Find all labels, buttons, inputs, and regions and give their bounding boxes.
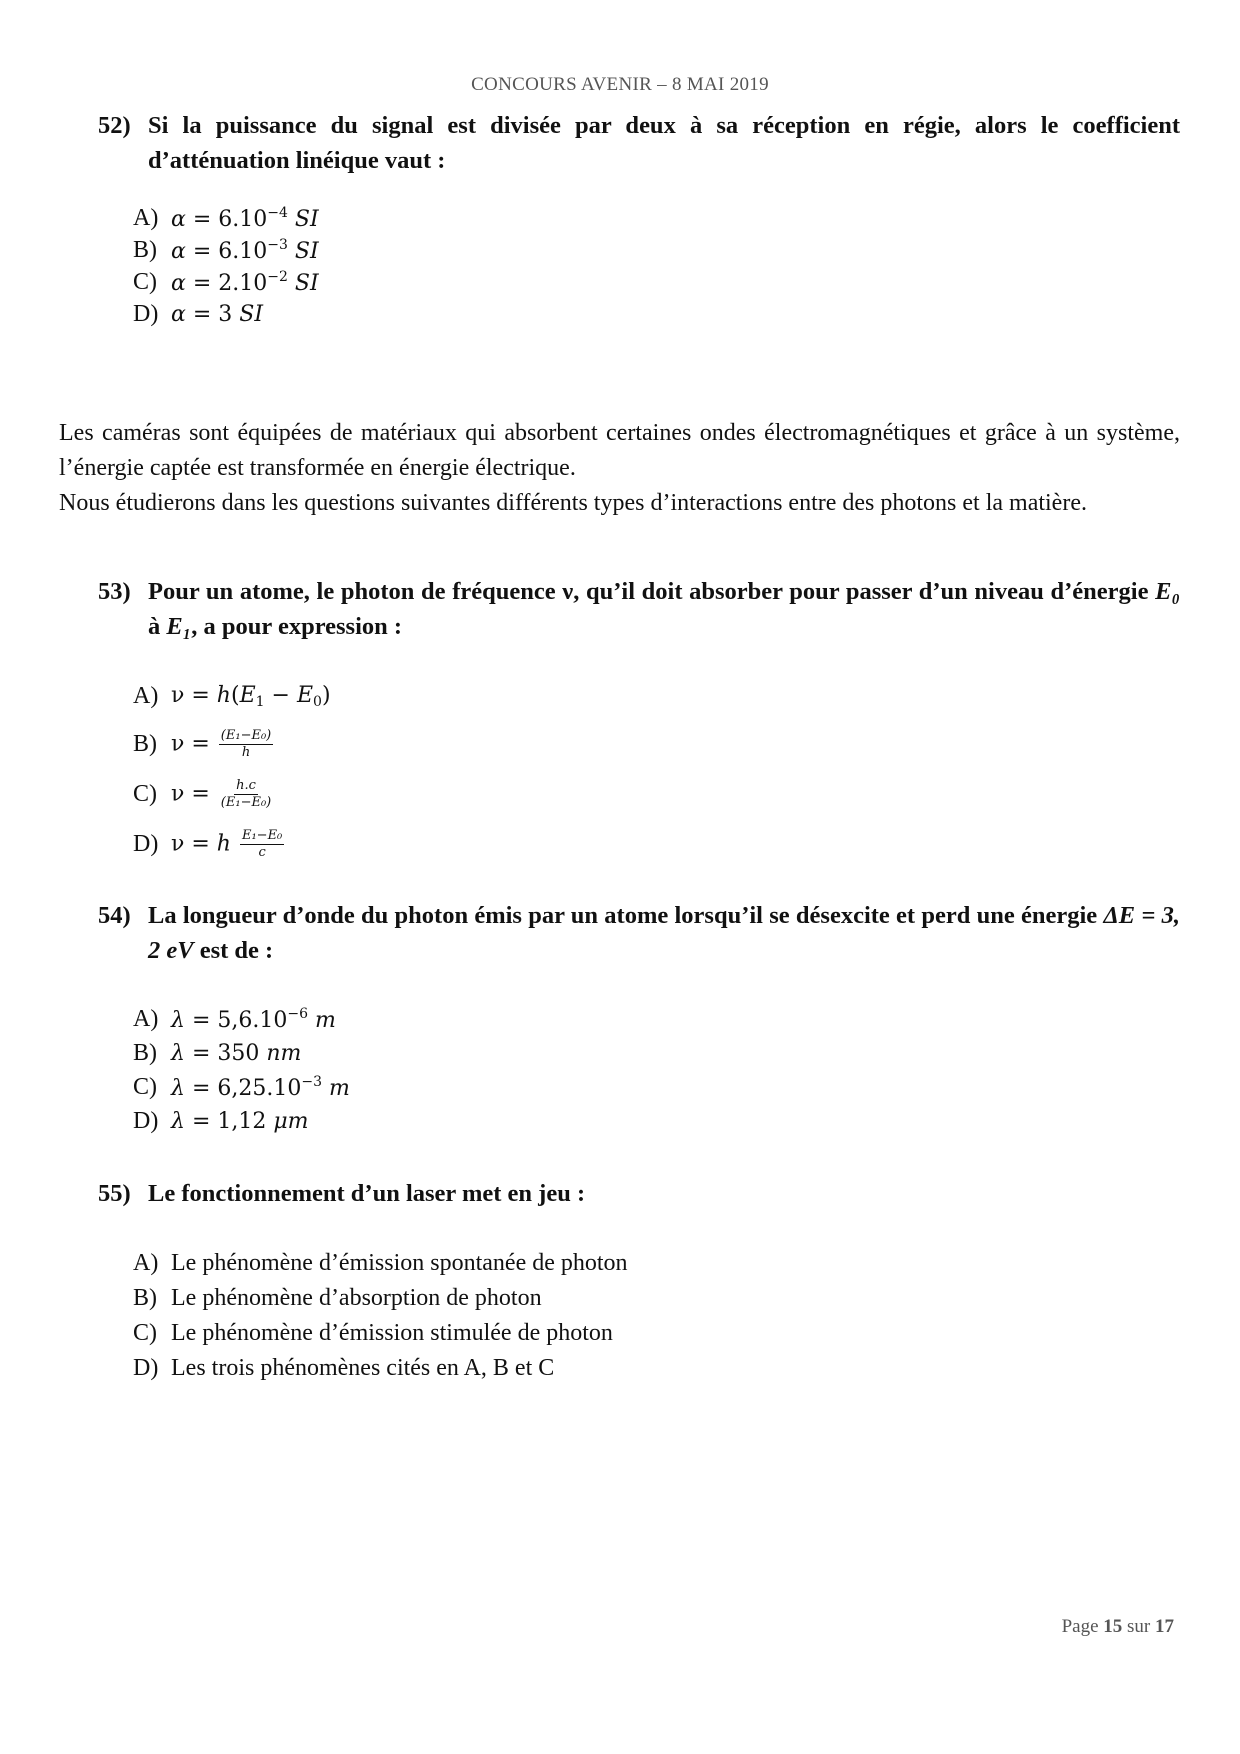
- fraction: $\frac{\text{E₁−E₀}}{c}$: [241, 827, 283, 860]
- option-label: A): [133, 204, 159, 231]
- option-label: B): [133, 1039, 157, 1066]
- fraction: $\frac{h.c}{\text{(E₁−E₀)}}$: [220, 777, 272, 810]
- option-d: [133, 1103, 309, 1139]
- question-54-title: [98, 898, 1180, 968]
- option-expression: ν = $\frac{\text{(E₁−E₀)}}{h}$: [171, 727, 272, 760]
- question-number: 53): [98, 578, 131, 605]
- question-number: 54): [98, 902, 131, 929]
- question-55-title: [98, 1176, 1180, 1211]
- option-c: [133, 1315, 613, 1351]
- question-53-title: [98, 574, 1180, 644]
- page-footer: Page 15 sur 17: [1061, 1616, 1174, 1637]
- option-d: [133, 1350, 554, 1386]
- option-label: D): [133, 1354, 159, 1381]
- question-number: 52): [98, 112, 131, 139]
- option-a: [133, 1001, 336, 1037]
- option-b: [133, 726, 275, 762]
- option-expression: $\alpha = 6.10^{-3}$ SI: [171, 236, 319, 264]
- option-expression: $\lambda = 6,25.10^{-3}$ m: [171, 1073, 350, 1101]
- option-text: Les trois phénomènes cités en A, B et C: [171, 1354, 555, 1381]
- option-b: [133, 1280, 542, 1316]
- question-number: 55): [98, 1180, 131, 1207]
- option-label: A): [133, 1249, 159, 1276]
- option-a: [133, 678, 331, 714]
- option-label: A): [133, 1005, 159, 1032]
- option-label: C): [133, 268, 157, 295]
- option-label: B): [133, 730, 157, 757]
- option-expression: $\alpha = 2.10^{-2}$ SI: [171, 268, 319, 296]
- option-d: [133, 296, 263, 332]
- option-b: [133, 1035, 301, 1071]
- option-label: B): [133, 236, 157, 263]
- option-label: C): [133, 1073, 157, 1100]
- option-expression: λ = 1,12 μm: [171, 1108, 309, 1134]
- option-label: D): [133, 1107, 159, 1134]
- option-a: [133, 1245, 628, 1281]
- option-c: [133, 776, 275, 812]
- page-number: 15: [1103, 1616, 1123, 1637]
- option-label: D): [133, 830, 159, 857]
- option-text: Le phénomène d’émission stimulée de photon: [171, 1319, 613, 1346]
- option-text: Le phénomène d’émission spontanée de photon: [171, 1249, 628, 1276]
- option-expression: $\lambda = 5,6.10^{-6}$ m: [171, 1005, 336, 1033]
- question-text: La longueur d’onde du photon émis par un atome lorsqu’il se désexcite et perd une énergie ΔE = 3, 2 eV est de :: [148, 902, 1180, 964]
- option-b: [133, 232, 319, 268]
- intro-text-2: Nous étudierons dans les questions suivantes différents types d’interactions entre des photons et la matière.: [59, 490, 1087, 516]
- option-expression: ν = h $\frac{\text{E₁−E₀}}{c}$: [171, 827, 283, 860]
- option-label: C): [133, 780, 157, 807]
- option-a: [133, 200, 319, 236]
- option-text: Le phénomène d’absorption de photon: [171, 1284, 542, 1311]
- option-expression: ν = $\frac{h.c}{\text{(E₁−E₀)}}$: [171, 777, 272, 810]
- intro-text-1: Les caméras sont équipées de matériaux qui absorbent certaines ondes électromagnétiques et grâce à un système, l’énergie captée est transformée en énergie électrique.: [59, 420, 1180, 481]
- page-header: CONCOURS AVENIR – 8 MAI 2019: [471, 74, 769, 95]
- option-expression: $\nu = h(E_1 - E_0)$: [171, 682, 331, 710]
- option-d: [133, 826, 286, 862]
- question-text: Si la puissance du signal est divisée par deux à sa réception en régie, alors le coefficient d’atténuation linéique vaut :: [148, 112, 1180, 174]
- option-label: C): [133, 1319, 157, 1346]
- option-c: [133, 264, 319, 300]
- option-label: A): [133, 682, 159, 709]
- option-expression: λ = 350 nm: [171, 1040, 302, 1066]
- page-total: 17: [1155, 1616, 1174, 1637]
- fraction: $\frac{\text{(E₁−E₀)}}{h}$: [220, 727, 272, 760]
- question-52-title: [98, 108, 1180, 178]
- option-label: D): [133, 300, 159, 327]
- question-text: Le fonctionnement d’un laser met en jeu :: [148, 1180, 586, 1207]
- option-label: B): [133, 1284, 157, 1311]
- option-expression: α = 3 SI: [171, 301, 264, 327]
- question-text: Pour un atome, le photon de fréquence ν, qu’il doit absorber pour passer d’un niveau d’énergie E₀ à E₁, a pour expression :: [148, 578, 1180, 640]
- intro-paragraph: [59, 416, 1180, 521]
- option-c: [133, 1069, 350, 1105]
- option-expression: $\alpha = 6.10^{-4}$ SI: [171, 204, 319, 232]
